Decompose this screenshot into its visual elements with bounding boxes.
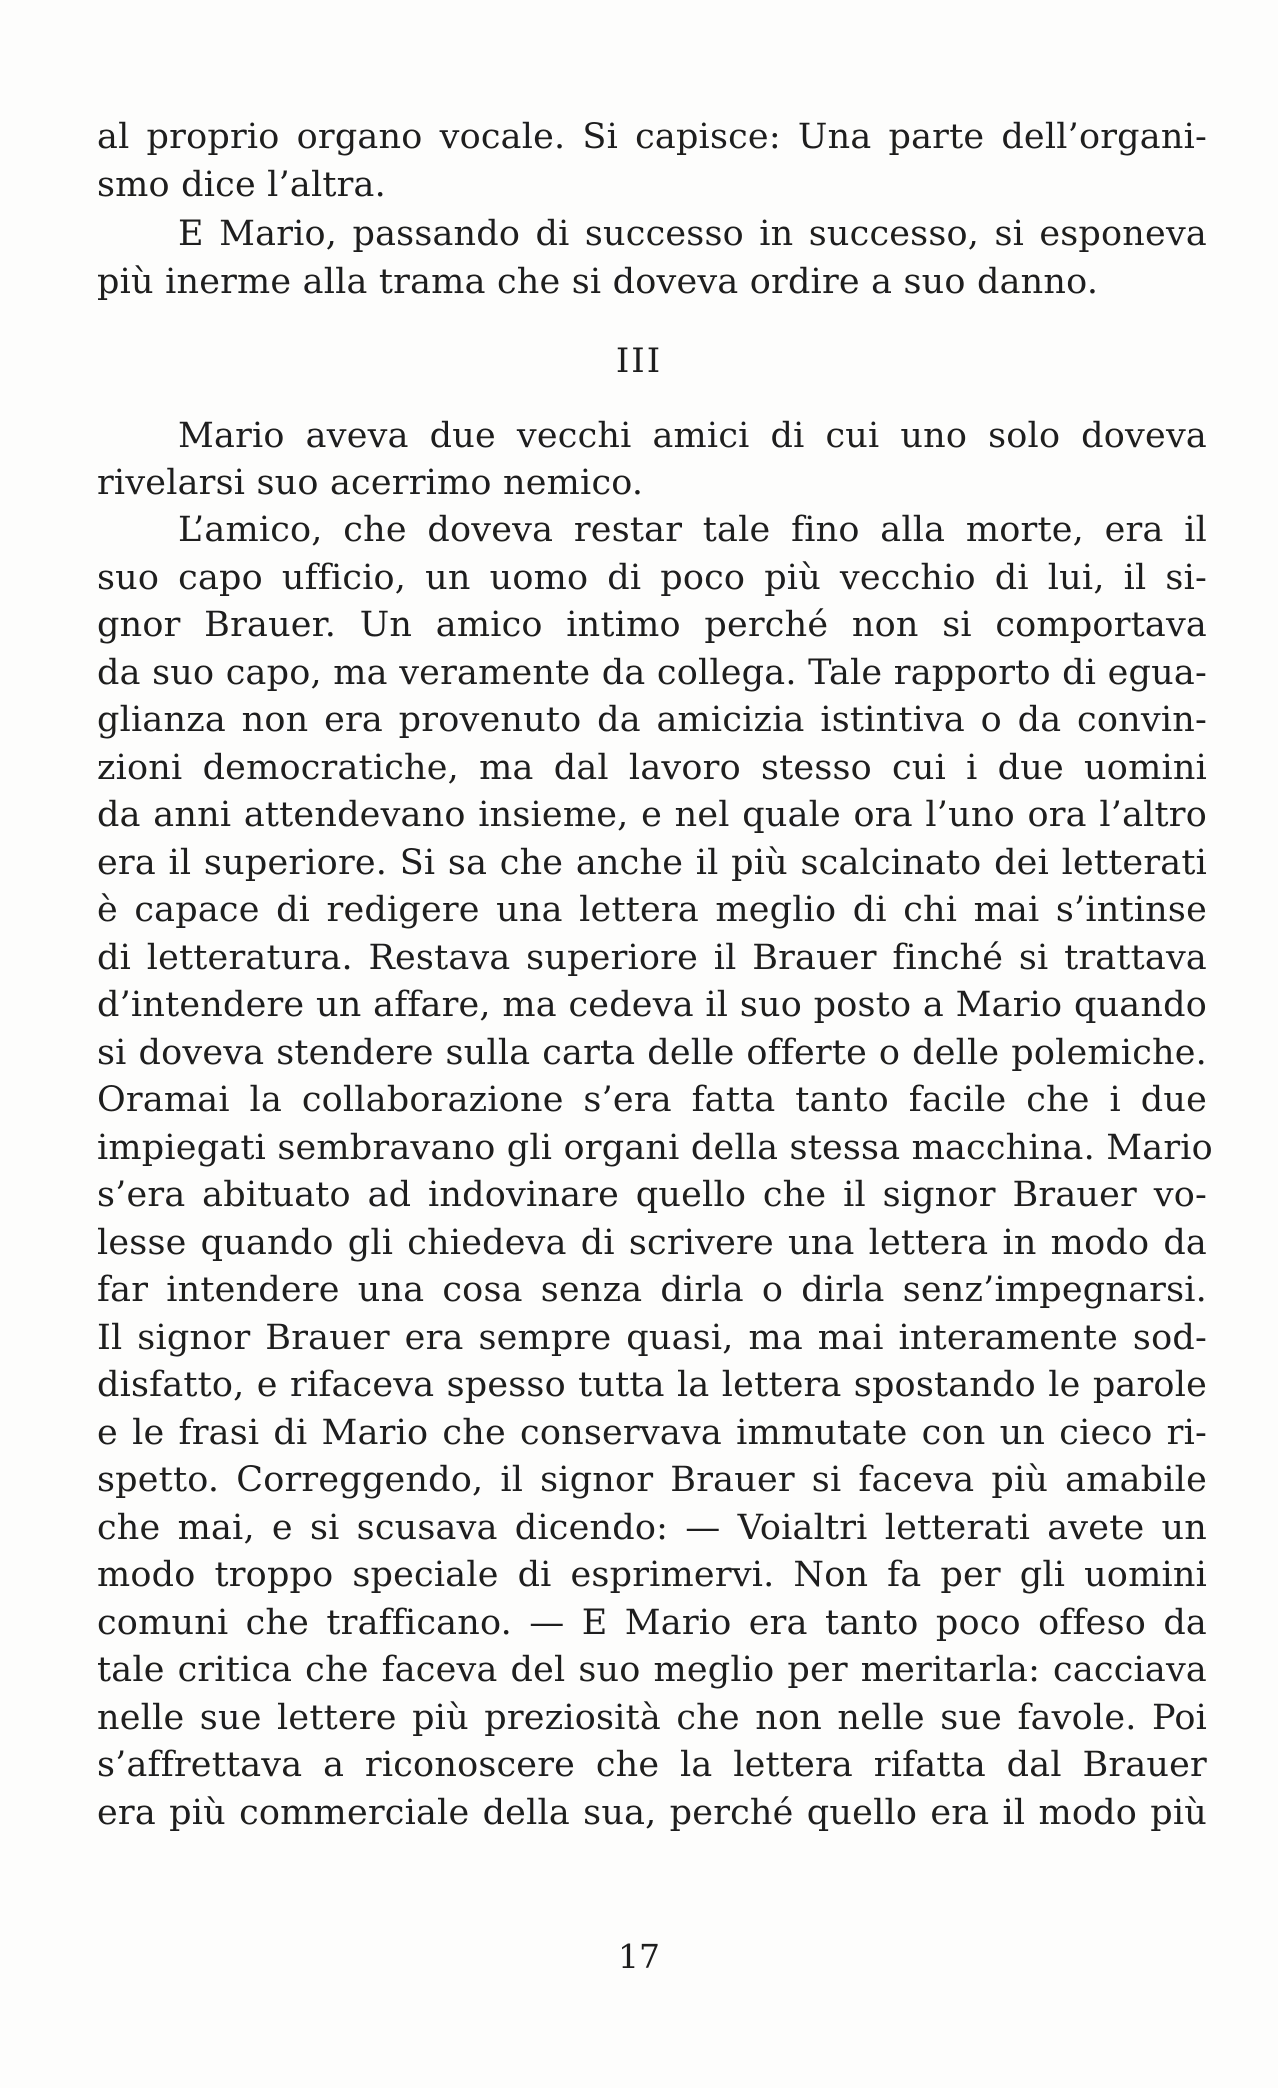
text-line: d’intendere un affare, ma cedeva il suo posto a Mario quando (97, 985, 1207, 1025)
text-line: comuni che trafficano. — E Mario era tanto poco offeso da (97, 1603, 1207, 1643)
text-line: lesse quando gli chiedeva di scrivere una lettera in modo da (97, 1223, 1207, 1263)
text-line: zioni democratiche, ma dal lavoro stesso cui i due uomini (97, 748, 1207, 788)
text-line: da anni attendevano insieme, e nel quale ora l’uno ora l’altro (97, 795, 1207, 835)
text-line: tale critica che faceva del suo meglio per meritarla: cacciava (97, 1650, 1207, 1690)
text-line: s’affrettava a riconoscere che la lettera rifatta dal Brauer (97, 1745, 1207, 1785)
text-line: al proprio organo vocale. Si capisce: Una parte dell’organi- (97, 117, 1207, 157)
text-line: da suo capo, ma veramente da collega. Tale rapporto di egua- (97, 653, 1207, 693)
text-line: spetto. Correggendo, il signor Brauer si faceva più amabile (97, 1460, 1207, 1500)
text-line: Il signor Brauer era sempre quasi, ma mai interamente sod- (97, 1318, 1207, 1358)
text-line: suo capo ufficio, un uomo di poco più vecchio di lui, il si- (97, 558, 1207, 598)
text-line: era il superiore. Si sa che anche il più scalcinato dei letterati (97, 843, 1207, 883)
text-line: gnor Brauer. Un amico intimo perché non si comportava (97, 605, 1207, 645)
text-line: è capace di redigere una lettera meglio di chi mai s’intinse (97, 890, 1207, 930)
text-line: smo dice l’altra. (97, 165, 386, 205)
text-line: Oramai la collaborazione s’era fatta tanto facile che i due (97, 1080, 1207, 1120)
text-line: L’amico, che doveva restar tale fino alla morte, era il (178, 510, 1207, 550)
text-line: s’era abituato ad indovinare quello che il signor Brauer vo- (97, 1175, 1207, 1215)
text-line: impiegati sembravano gli organi della stessa macchina. Mario (97, 1128, 1213, 1168)
text-line: E Mario, passando di successo in successo, si esponeva (178, 214, 1207, 254)
text-line: che mai, e si scusava dicendo: — Voialtri letterati avete un (97, 1508, 1207, 1548)
text-line: si doveva stendere sulla carta delle offerte o delle polemiche. (97, 1033, 1207, 1073)
text-line: Mario aveva due vecchi amici di cui uno solo doveva (178, 416, 1207, 456)
text-line: e le frasi di Mario che conservava immutate con un cieco ri- (97, 1413, 1207, 1453)
text-line: più inerme alla trama che si doveva ordire a suo danno. (97, 262, 1099, 302)
text-line: di letteratura. Restava superiore il Brauer finché si trattava (97, 938, 1207, 978)
text-line: rivelarsi suo acerrimo nemico. (97, 463, 644, 503)
text-line: nelle sue lettere più preziosità che non nelle sue favole. Poi (97, 1698, 1207, 1738)
text-line: disfatto, e rifaceva spesso tutta la lettera spostando le parole (97, 1365, 1207, 1405)
text-line: modo troppo speciale di esprimervi. Non fa per gli uomini (97, 1555, 1207, 1595)
page-number: 17 (618, 1937, 660, 1976)
section-heading: III (615, 341, 663, 381)
text-line: era più commerciale della sua, perché quello era il modo più (97, 1793, 1207, 1833)
text-line: far intendere una cosa senza dirla o dirla senz’impegnarsi. (97, 1270, 1207, 1310)
text-line: glianza non era provenuto da amicizia istintiva o da convin- (97, 700, 1207, 740)
